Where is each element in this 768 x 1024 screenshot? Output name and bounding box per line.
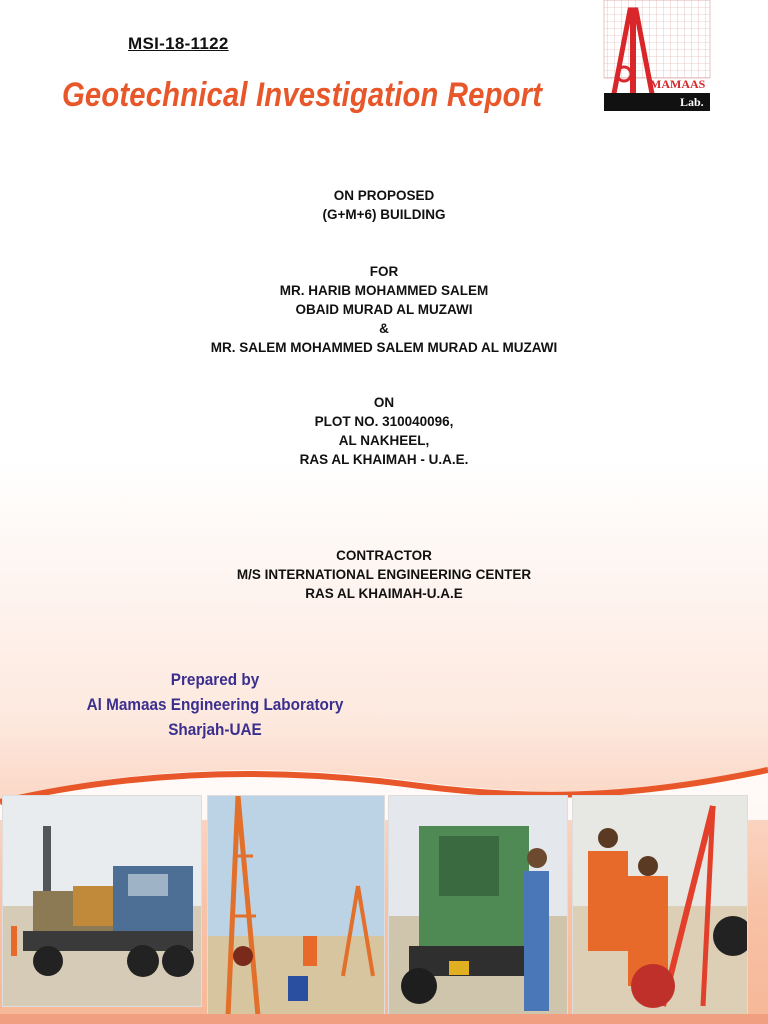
prepared-label: Prepared by (170, 670, 260, 689)
contractor-label: CONTRACTOR (336, 548, 432, 563)
location-label: ON (373, 395, 395, 410)
project-section (0, 186, 768, 224)
contractor-line-2: RAS AL KHAIMAH-U.A.E (305, 586, 463, 601)
svg-text:Lab.: Lab. (680, 95, 704, 109)
prepared-company: Al Mamaas Engineering Laboratory (86, 695, 344, 714)
svg-text:MAMAAS: MAMAAS (650, 77, 706, 91)
prepared-by-section (76, 667, 355, 742)
drilling-rig-photo (207, 795, 385, 1017)
location-line-2: AL NAKHEEL, (338, 433, 430, 448)
location-section (0, 393, 768, 469)
drilling-machine-photo (388, 795, 568, 1022)
report-title: Geotechnical Investigation Report (62, 76, 543, 114)
client-section (0, 262, 768, 357)
project-line-2: (G+M+6) BUILDING (322, 207, 446, 222)
client-line-1: MR. HARIB MOHAMMED SALEM (279, 283, 489, 298)
prepared-location: Sharjah-UAE (168, 720, 262, 739)
location-line-1: PLOT NO. 310040096, (314, 414, 454, 429)
field-workers-photo (572, 795, 748, 1017)
client-line-4: MR. SALEM MOHAMMED SALEM MURAD AL MUZAWI (210, 340, 558, 355)
project-line-1: ON PROPOSED (333, 188, 435, 203)
drilling-truck-photo (2, 795, 202, 1007)
client-line-2: OBAID MURAD AL MUZAWI (295, 302, 473, 317)
bottom-strip (0, 1014, 768, 1024)
contractor-line-1: M/S INTERNATIONAL ENGINEERING CENTER (236, 567, 532, 582)
al-mamaas-logo (600, 0, 712, 112)
contractor-section (0, 546, 768, 603)
client-label: FOR (369, 264, 399, 279)
location-line-3: RAS AL KHAIMAH - U.A.E. (299, 452, 469, 467)
client-line-3: & (379, 321, 389, 336)
ref-code: MSI-18-1122 (128, 34, 229, 53)
